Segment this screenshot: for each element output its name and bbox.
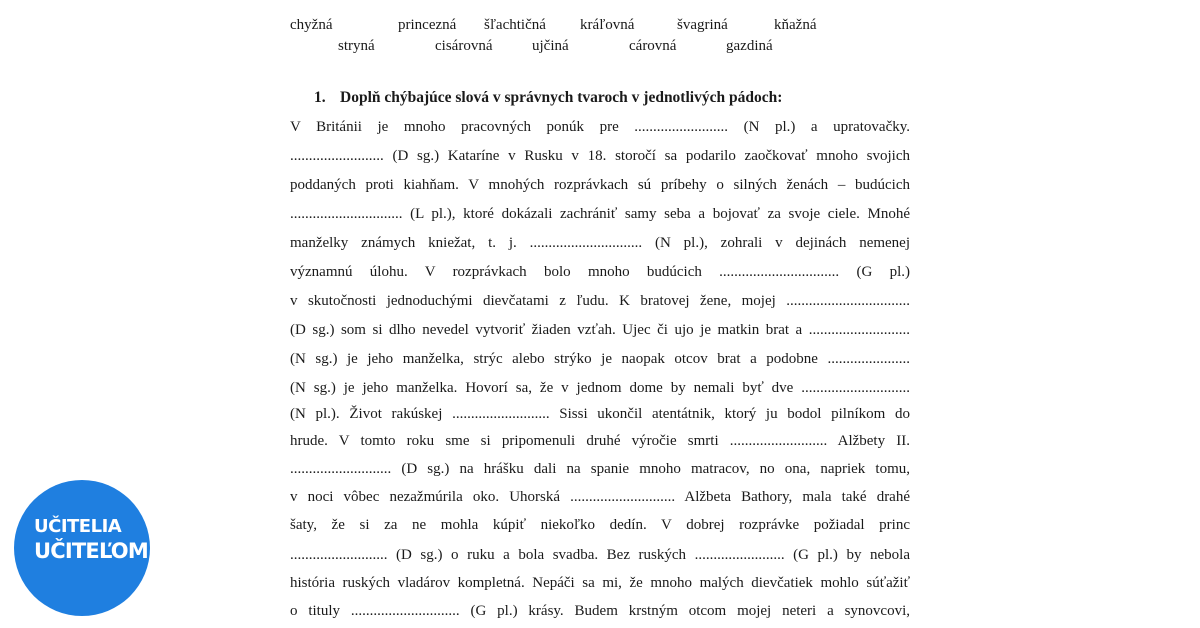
word-bank-item: chyžná (290, 17, 333, 33)
text-line: história ruských vladárov kompletná. Nepáči sa mi, že mnoho malých dievčatiek mohlo súťažiť (290, 575, 910, 591)
text-line: významnú úlohu. V rozprávkach bolo mnoho budúcich ................................ (G pl.) (290, 264, 910, 280)
word-bank-row-2 (0, 38, 1200, 58)
word-bank-item: kňažná (774, 17, 817, 33)
word-bank-item: stryná (338, 38, 375, 54)
task-title: Doplň chýbajúce slová v správnych tvaroch v jednotlivých pádoch: (340, 89, 783, 106)
word-bank-item: gazdiná (726, 38, 773, 54)
text-line: (N sg.) je jeho manželka. Hovorí sa, že v jednom dome by nemali byť dve ............................. (290, 380, 910, 396)
word-bank-item: ujčiná (532, 38, 569, 54)
word-bank-item: princezná (398, 17, 457, 33)
word-bank-item: cárovná (629, 38, 677, 54)
word-bank-item: cisárovná (435, 38, 493, 54)
word-bank-item: šľachtičná (484, 17, 546, 33)
text-line: manželky známych kniežat, t. j. .............................. (N pl.), zohrali v dejinách nemenej (290, 235, 910, 251)
text-line: poddaných proti kiahňam. V mnohých rozprávkach sú príbehy o silných ženách – budúcich (290, 177, 910, 193)
text-line: (D sg.) som si dlho nevedel vytvoriť žiaden vzťah. Ujec či ujo je matkin brat a ........................... (290, 322, 910, 338)
text-line: hrude. V tomto roku sme si pripomenuli druhé výročie smrti .......................... Alžbety II. (290, 433, 910, 449)
task-number: 1. (314, 89, 326, 106)
text-line: v noci vôbec nezažmúrila oko. Uhorská ............................ Alžbeta Bathory, mala také drahé (290, 489, 910, 505)
text-line: o tituly ............................. (G pl.) krásy. Budem krstným otcom mojej neteri a synovcovi, (290, 603, 910, 619)
text-line: V Británii je mnoho pracovných ponúk pre ......................... (N pl.) a upratovačky. (290, 119, 910, 135)
text-line: (N pl.). Život rakúskej .......................... Sissi ukončil atentátnik, ktorý ju bodol pilníkom do (290, 406, 910, 422)
text-line: .............................. (L pl.), ktoré dokázali zachrániť samy seba a bojovať za svoje ciele. Mnohé (290, 206, 910, 222)
text-line: (N sg.) je jeho manželka, strýc alebo strýko je naopak otcov brat a podobne ...................... (290, 351, 910, 367)
word-bank-item: švagriná (677, 17, 728, 33)
logo-text-top: UČITELIA (34, 516, 122, 537)
word-bank-item: kráľovná (580, 17, 635, 33)
task-heading (314, 89, 782, 107)
logo-text-bottom: UČITEĽOM.SK (34, 539, 185, 563)
text-line: .......................... (D sg.) o ruku a bola svadba. Bez ruských ........................ (G pl.) by nebola (290, 547, 910, 563)
text-line: v skutočnosti jednoduchými dievčatami z ľudu. K bratovej žene, mojej ................................. (290, 293, 910, 309)
word-bank-row-1 (0, 17, 1200, 37)
text-line: ........................... (D sg.) na hrášku dali na spanie mnoho matracov, no ona, napriek tomu, (290, 461, 910, 477)
text-line: šaty, že si za ne mohla kúpiť niekoľko dedín. V dobrej rozprávke požiadal princ (290, 517, 910, 533)
text-line: ......................... (D sg.) Kataríne v Rusku v 18. storočí sa podarilo zaočkovať mnoho svojich (290, 148, 910, 164)
